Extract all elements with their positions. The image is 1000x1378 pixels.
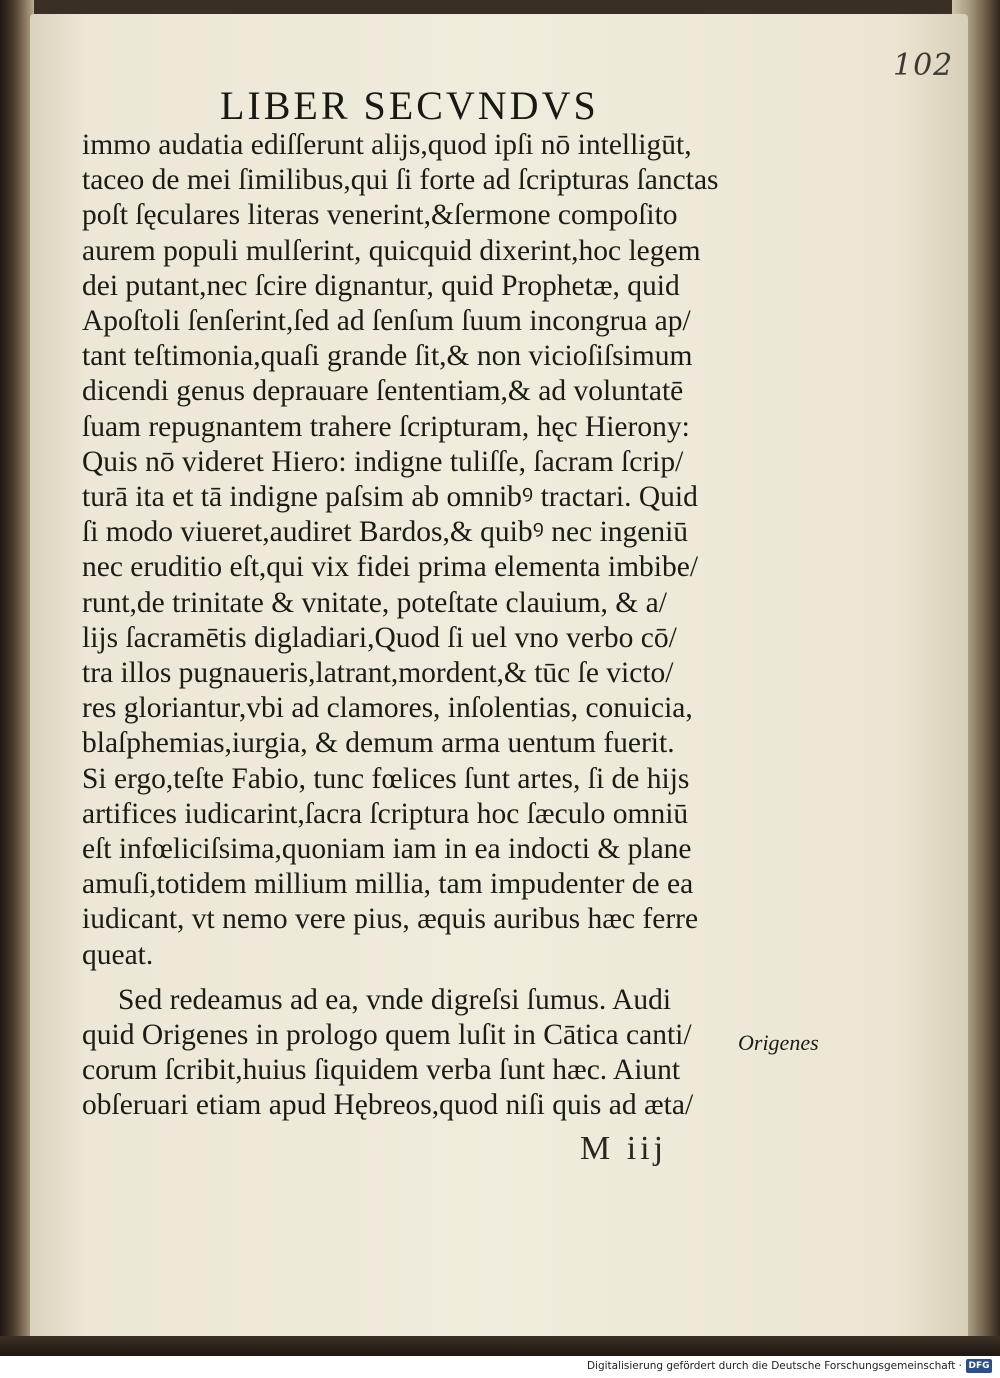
footer-bar bbox=[0, 1356, 1000, 1378]
body-text bbox=[82, 128, 782, 1124]
text-line: nec eruditio eſt,qui vix fidei prima elementa imbibe/ bbox=[82, 551, 699, 584]
text-line: immo audatia ediſſerunt alijs,quod ipſi nō intelligūt, bbox=[82, 129, 692, 161]
folio-number: 102 bbox=[893, 48, 954, 83]
running-head: LIBER SECVNDVS bbox=[220, 83, 599, 128]
text-line: obſeruari etiam apud Hębreos,quod niſi quis ad æta/ bbox=[82, 1089, 694, 1122]
text-line: ſuam repugnantem trahere ſcripturam, hęc Hierony: bbox=[82, 410, 690, 443]
text-line: iudicant, vt nemo vere pius, æquis auribus hæc ferre bbox=[82, 903, 699, 936]
text-line: ſi modo viueret,audiret Bardos,& quibꝰ nec ingeniū bbox=[82, 516, 689, 549]
text-line: taceo de mei ſimilibus,qui ſi forte ad ſcripturas ſanctas bbox=[82, 164, 719, 197]
text-line: aurem populi mulſerint, quicquid dixerint,hoc legem bbox=[82, 234, 701, 267]
dfg-logo-icon: DFG bbox=[966, 1359, 992, 1373]
text-line: artifices iudicarint,ſacra ſcriptura hoc ſæculo omniū bbox=[82, 797, 689, 830]
text-line: dei putant,nec ſcire dignantur, quid Prophetæ, quid bbox=[82, 269, 680, 302]
paragraph-gap bbox=[82, 973, 782, 983]
text-line: Quis nō videret Hiero: indigne tuliſſe, ſacram ſcrip/ bbox=[82, 445, 684, 478]
text-line: Si ergo,teſte Fabio, tunc fœlices ſunt artes, ſi de hijs bbox=[82, 762, 690, 795]
text-line: turā ita et tā indigne paſsim ab omnibꝰ tractari. Quid bbox=[82, 481, 698, 514]
text-line: quid Origenes in prologo quem luſit in Cātica canti/ bbox=[82, 1019, 692, 1052]
book-spine bbox=[0, 0, 34, 1356]
signature-mark: M iij bbox=[580, 1130, 668, 1167]
text-line: blaſphemias,iurgia, & demum arma uentum fuerit. bbox=[82, 727, 675, 760]
text-line: amuſi,totidem millium millia, tam impudenter de ea bbox=[82, 868, 694, 901]
text-line: poſt ſęculares literas venerint,&ſermone compoſito bbox=[82, 199, 678, 232]
footer-credit: Digitalisierung gefördert durch die Deutsche Forschungsgemeinschaft · bbox=[586, 1360, 962, 1372]
text-line: Sed redeamus ad ea, vnde digreſsi ſumus. Audi bbox=[118, 983, 672, 1016]
text-line: tant teſtimonia,quaſi grande ſit,& non vicioſiſsimum bbox=[82, 340, 693, 373]
text-line: lijs ſacramētis digladiari,Quod ſi uel vno verbo cō/ bbox=[82, 621, 677, 654]
text-line: eſt infœliciſsima,quoniam iam in ea indocti & plane bbox=[82, 833, 692, 866]
text-line: corum ſcribit,huius ſiquidem verba ſunt hæc. Aiunt bbox=[82, 1054, 681, 1087]
margin-note: Origenes bbox=[738, 1030, 819, 1055]
text-line: queat. bbox=[82, 938, 154, 971]
bottom-shadow bbox=[0, 1336, 1000, 1356]
text-line: res gloriantur,vbi ad clamores, inſolentias, conuicia, bbox=[82, 692, 693, 725]
text-line: runt,de trinitate & vnitate, poteſtate clauium, & a/ bbox=[82, 586, 667, 619]
text-line: Apoſtoli ſenſerint,ſed ad ſenſum ſuum incongrua ap/ bbox=[82, 305, 691, 338]
text-line: tra illos pugnaueris,latrant,mordent,& tūc ſe victo/ bbox=[82, 657, 674, 690]
text-line: dicendi genus deprauare ſententiam,& ad voluntatē bbox=[82, 375, 684, 408]
